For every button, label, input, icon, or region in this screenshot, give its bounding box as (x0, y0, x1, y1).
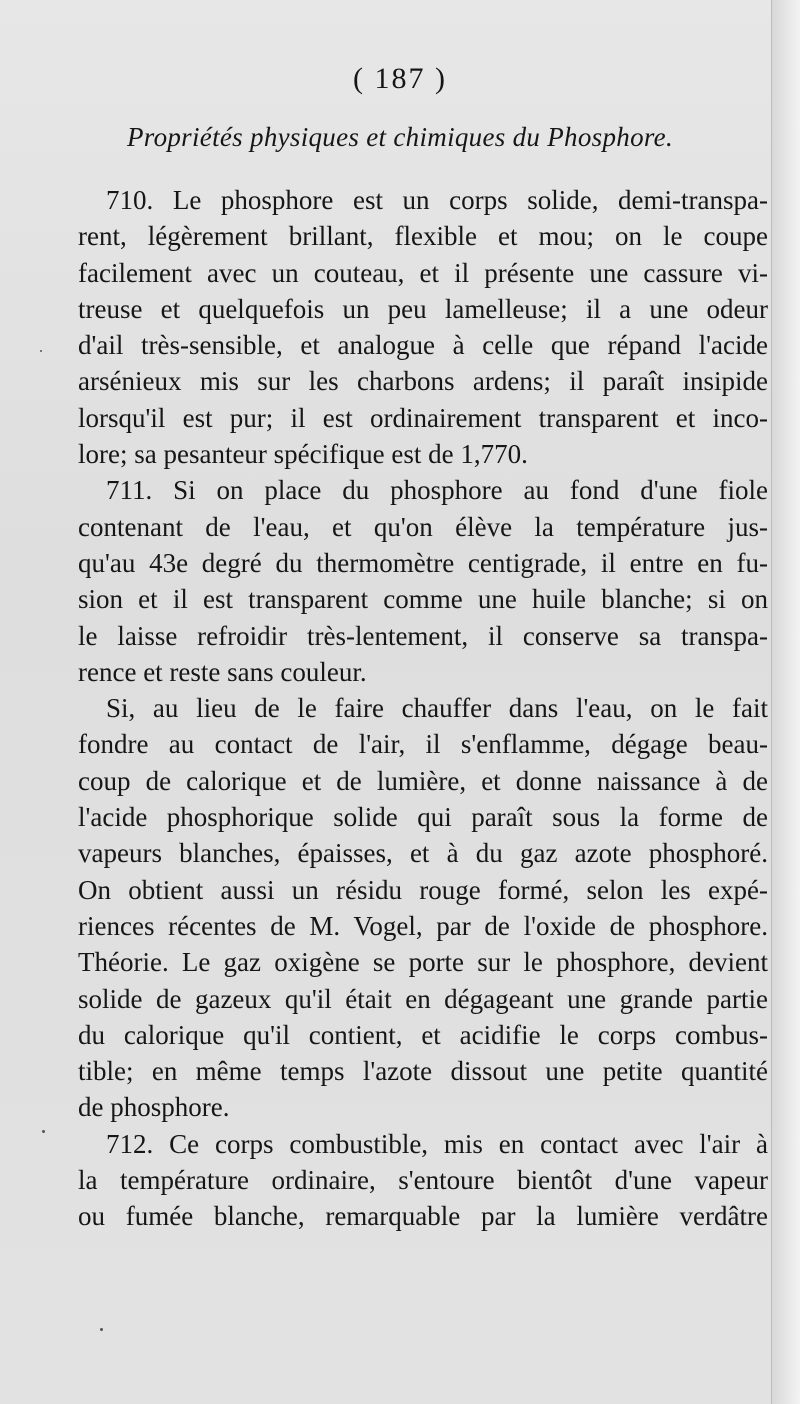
text-line: l'acide phosphorique solide qui paraît sous la forme de (78, 802, 768, 833)
text-line: le laisse refroidir très-lentement, il conserve sa transpa- (78, 620, 768, 651)
text-line: de phosphore. (78, 1092, 230, 1123)
text-line: tible; en même temps l'azote dissout une petite quantité (78, 1056, 768, 1087)
text-line: ou fumée blanche, remarquable par la lumière verdâtre (78, 1201, 768, 1232)
text-line: facilement avec un couteau, et il présente une cassure vi- (78, 257, 768, 288)
text-line: rent, légèrement brillant, flexible et mou; on le coupe (78, 221, 768, 252)
text-line: contenant de l'eau, et qu'on élève la température jus- (78, 511, 768, 542)
paper-speck (40, 350, 42, 352)
text-line: solide de gazeux qu'il était en dégageant une grande partie (78, 983, 768, 1014)
text-line: Si, au lieu de le faire chauffer dans l'eau, on le fait (106, 693, 768, 724)
section-title: Propriétés physiques et chimiques du Phosphore. (126, 122, 674, 152)
text-line: rence et reste sans couleur. (78, 656, 367, 687)
body-text (78, 182, 768, 1235)
paper-speck (42, 1130, 45, 1133)
text-line: arsénieux mis sur les charbons ardens; il paraît insipide (78, 366, 768, 397)
text-line: riences récentes de M. Vogel, par de l'oxide de phosphore. (78, 910, 768, 941)
text-line: d'ail très-sensible, et analogue à celle que répand l'acide (78, 330, 768, 361)
text-line: treuse et quelquefois un peu lamelleuse; il a une odeur (78, 293, 768, 324)
text-line: Théorie. Le gaz oxigène se porte sur le phosphore, devient (78, 947, 768, 978)
text-line: la température ordinaire, s'entoure bientôt d'une vapeur (78, 1165, 768, 1196)
page-edge (771, 0, 800, 1404)
text-line: sion et il est transparent comme une huile blanche; si on (78, 584, 768, 615)
text-line: lore; sa pesanteur spécifique est de 1,770. (78, 439, 528, 470)
text-line: 710. Le phosphore est un corps solide, demi-transpa- (106, 185, 768, 215)
text-line: vapeurs blanches, épaisses, et à du gaz azote phosphoré. (78, 838, 768, 869)
text-line: 712. Ce corps combustible, mis en contact avec l'air à (106, 1128, 768, 1159)
text-line: coup de calorique et de lumière, et donne naissance à de (78, 765, 768, 796)
text-line: lorsqu'il est pur; il est ordinairement transparent et inco- (78, 402, 768, 433)
text-line: 711. Si on place du phosphore au fond d'une fiole (106, 475, 768, 506)
text-line: On obtient aussi un résidu rouge formé, selon les expé- (78, 874, 768, 905)
text-line: qu'au 43e degré du thermomètre centigrade, il entre en fu- (78, 547, 768, 578)
text-line: du calorique qu'il contient, et acidifie le corps combus- (78, 1019, 768, 1050)
text-line: fondre au contact de l'air, il s'enflamme, dégage beau- (78, 729, 768, 760)
paper-speck (100, 1328, 103, 1331)
page-number-header: ( 187 ) (353, 62, 447, 95)
